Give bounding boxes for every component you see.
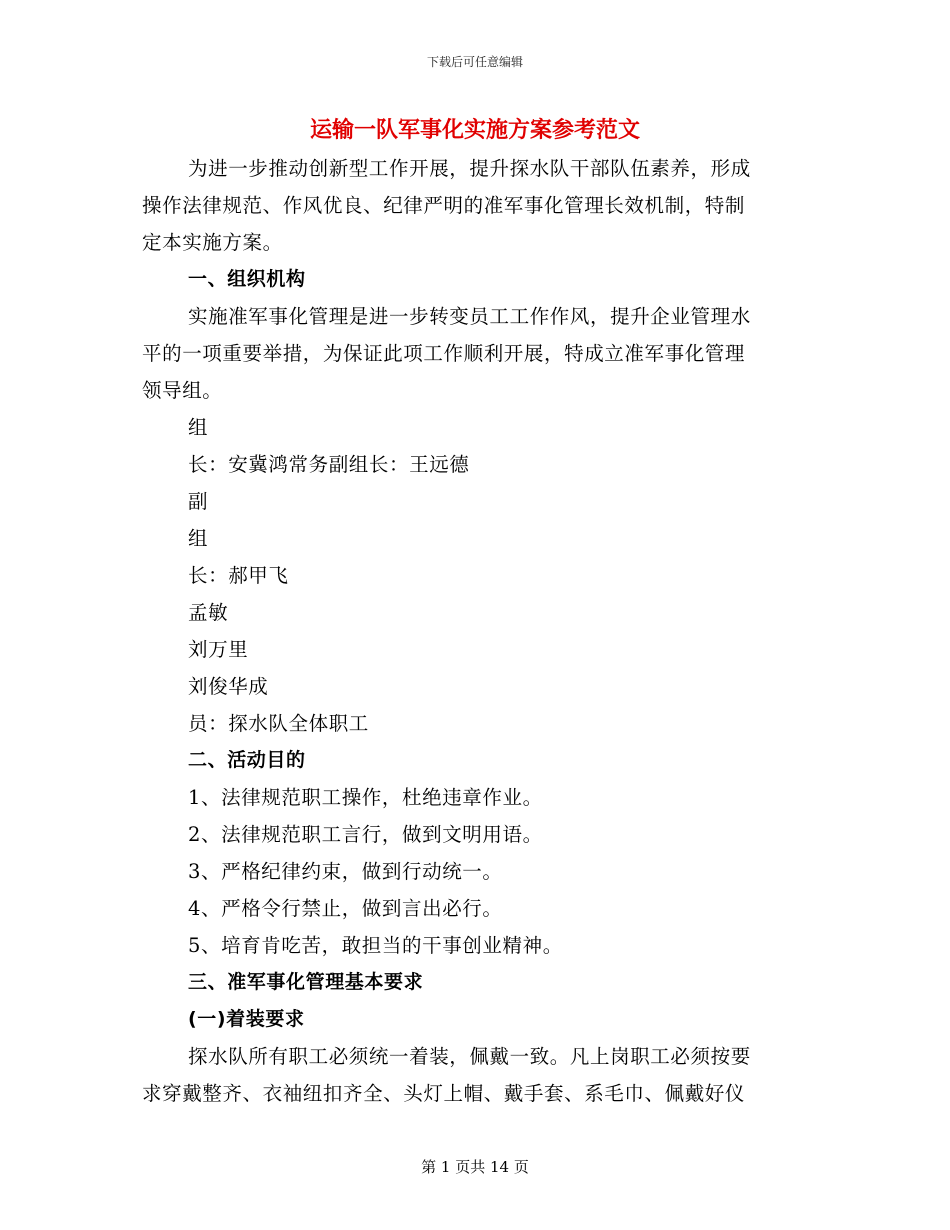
section-heading: 二、活动目的 — [188, 749, 306, 771]
list-item: 3、严格纪律约束，做到行动统一。 — [188, 860, 503, 883]
paragraph-line: 长：郝甲飞 — [188, 564, 289, 587]
subsection-heading: (一)着装要求 — [188, 1008, 305, 1030]
document-title: 运输一队军事化实施方案参考范文 — [309, 118, 640, 143]
paragraph-line: 组 — [188, 527, 209, 550]
paragraph-line: 副 — [188, 490, 209, 513]
page-header: 下载后可任意编辑 — [426, 55, 523, 69]
section-heading: 三、准军事化管理基本要求 — [188, 971, 424, 993]
paragraph-line: 为进一步推动创新型工作开展，提升探水队干部队伍素养，形成 — [188, 157, 751, 180]
paragraph-line: 刘万里 — [188, 638, 249, 661]
paragraph-line: 刘俊华成 — [188, 675, 269, 698]
paragraph-line: 定本实施方案。 — [142, 231, 283, 254]
paragraph-line: 组 — [188, 416, 209, 439]
paragraph-line: 实施准军事化管理是进一步转变员工工作作风，提升企业管理水 — [188, 305, 751, 328]
paragraph-line: 员：探水队全体职工 — [188, 712, 369, 735]
paragraph-line: 求穿戴整齐、衣袖纽扣齐全、头灯上帽、戴手套、系毛巾、佩戴好仪 — [142, 1082, 746, 1105]
list-item: 2、法律规范职工言行，做到文明用语。 — [188, 823, 543, 846]
paragraph-line: 探水队所有职工必须统一着装，佩戴一致。凡上岗职工必须按要 — [188, 1045, 751, 1068]
paragraph-line: 领导组。 — [142, 379, 223, 402]
paragraph-line: 操作法律规范、作风优良、纪律严明的准军事化管理长效机制，特制 — [142, 194, 746, 217]
list-item: 4、严格令行禁止，做到言出必行。 — [188, 897, 503, 920]
list-item: 1、法律规范职工操作，杜绝违章作业。 — [188, 786, 543, 809]
list-item: 5、培育肯吃苦，敢担当的干事创业精神。 — [188, 934, 563, 957]
section-heading: 一、组织机构 — [188, 268, 306, 290]
paragraph-line: 平的一项重要举措，为保证此项工作顺利开展，特成立准军事化管理 — [142, 342, 746, 365]
document-body — [142, 150, 798, 1112]
paragraph-line: 长：安冀鸿常务副组长：王远德 — [188, 453, 470, 476]
page-footer: 第 1 页共 14 页 — [421, 1158, 529, 1176]
paragraph-line: 孟敏 — [188, 601, 229, 624]
